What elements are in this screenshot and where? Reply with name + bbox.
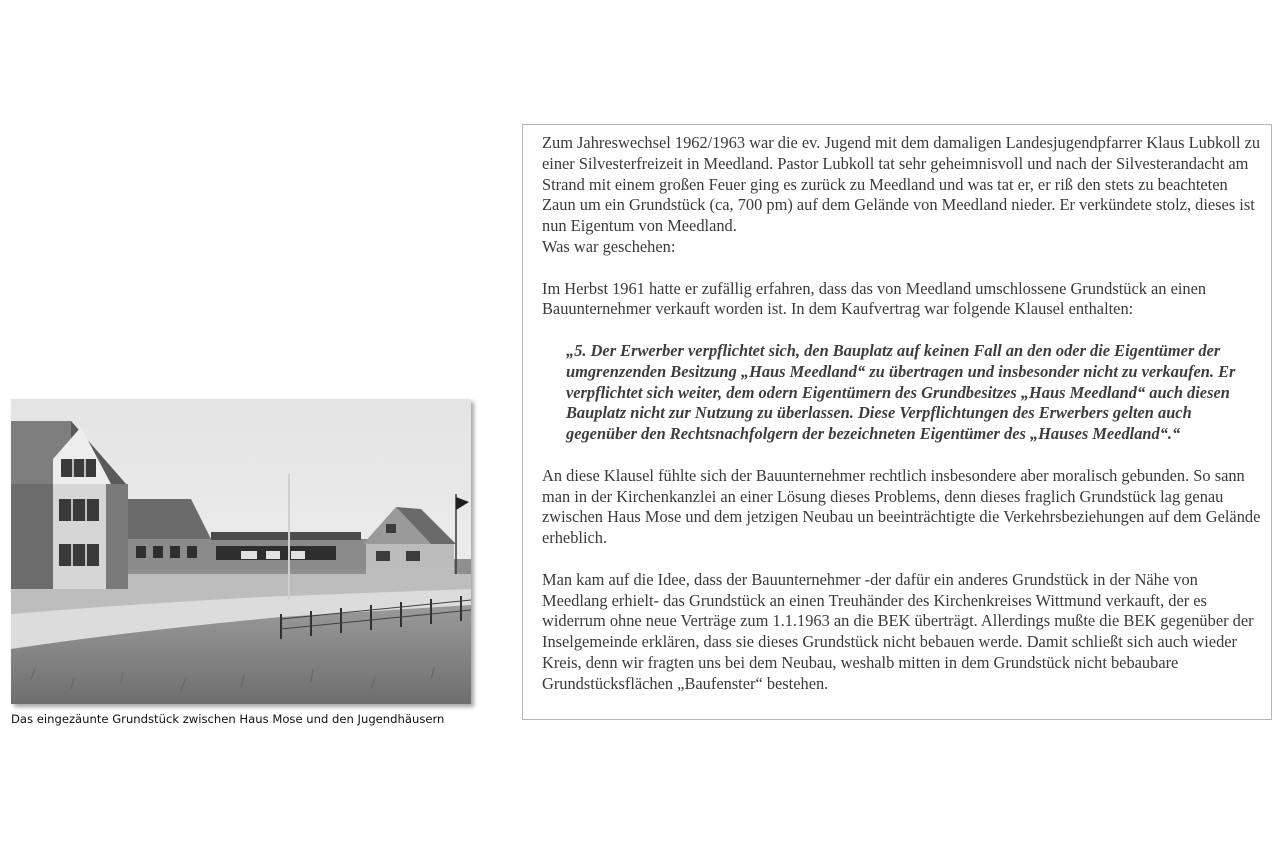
article-paragraph-1b: Was war geschehen: — [542, 236, 676, 256]
spacer — [542, 445, 1261, 466]
article-paragraph-1: Zum Jahreswechsel 1962/1963 war die ev. Jugend mit dem damaligen Landesjugendpfarrer Klaus Lubkoll zu einer Silvesterfreizeit in Meedland. Pastor Lubkoll tat sehr geheimnisvoll und nach der Silvesterandacht am Strand mit einem großen Feuer ging es zurück zu Meedland und was tat er, er riß den stets zu beachteten Zaun um ein Grundstück (ca, 700 pm) auf dem Gelände von Meedland nieder. Er verkündete stolz, dieses ist nun Eigentum von Meedland. — [542, 133, 1261, 236]
article-textbox — [522, 124, 1272, 720]
contract-clause-quote: „5. Der Erwerber verpflichtet sich, den Bauplatz auf keinen Fall an den oder die Eigentümer der umgrenzenden Besitzung „Haus Meedland“ zu übertragen und insbesonder nicht zu verkaufen. Er verpflichtet sich weiter, dem odern Eigentümern des Grundbesitzes „Haus Meedland“ auch diesen Bauplatz nicht zur Nutzung zu überlassen. Diese Verpflichtungen des Erwerbers gelten auch gegenüber den Rechtsnachfolgern der bezeichneten Eigentümer des „Hauses Meedland“.“ — [566, 340, 1236, 444]
article-paragraph-4: Man kam auf die Idee, dass der Bauunternehmer -der dafür ein anderes Grundstück in der Nähe von Meedlang erhielt- das Grundstück an einen Treuhänder des Kirchenkreises Wittmund verkauft, der es widerrum ohne neue Verträge zum 1.1.1963 an die BEK überträgt. Allerdings mußte die BEK gegenüber der Inselgemeinde erklären, dass sie dieses Grundstück nicht bebauen werde. Damit schließt sich auch wieder Kreis, denn wir fragten uns bei dem Neubau, weshalb mitten in dem Grundstück nicht bebaubare Grundstücksflächen „Baufenster“ bestehen. — [542, 569, 1254, 693]
article-paragraph-3: An diese Klausel fühlte sich der Bauunternehmer rechtlich insbesondere aber moralisch gebunden. So sann man in der Kirchenkanzlei an einer Lösung dieses Problems, denn dieses fraglich Grundstück lag genau zwischen Haus Mose und dem jetzigen Neubau un beeinträchtigte die Verkehrsbeziehungen auf dem Gelände erheblich. — [542, 465, 1261, 548]
building-photo — [11, 399, 471, 704]
spacer — [542, 320, 1261, 341]
photo-caption: Das eingezäunte Grundstück zwischen Haus Mose und den Jugendhäusern — [11, 712, 445, 726]
spacer — [542, 258, 1261, 279]
article-paragraph-2: Im Herbst 1961 hatte er zufällig erfahren, dass das von Meedland umschlossene Grundstück an einen Bauunternehmer verkauft worden ist. In dem Kaufvertrag war folgende Klausel enthalten: — [542, 278, 1207, 319]
spacer — [542, 549, 1261, 570]
